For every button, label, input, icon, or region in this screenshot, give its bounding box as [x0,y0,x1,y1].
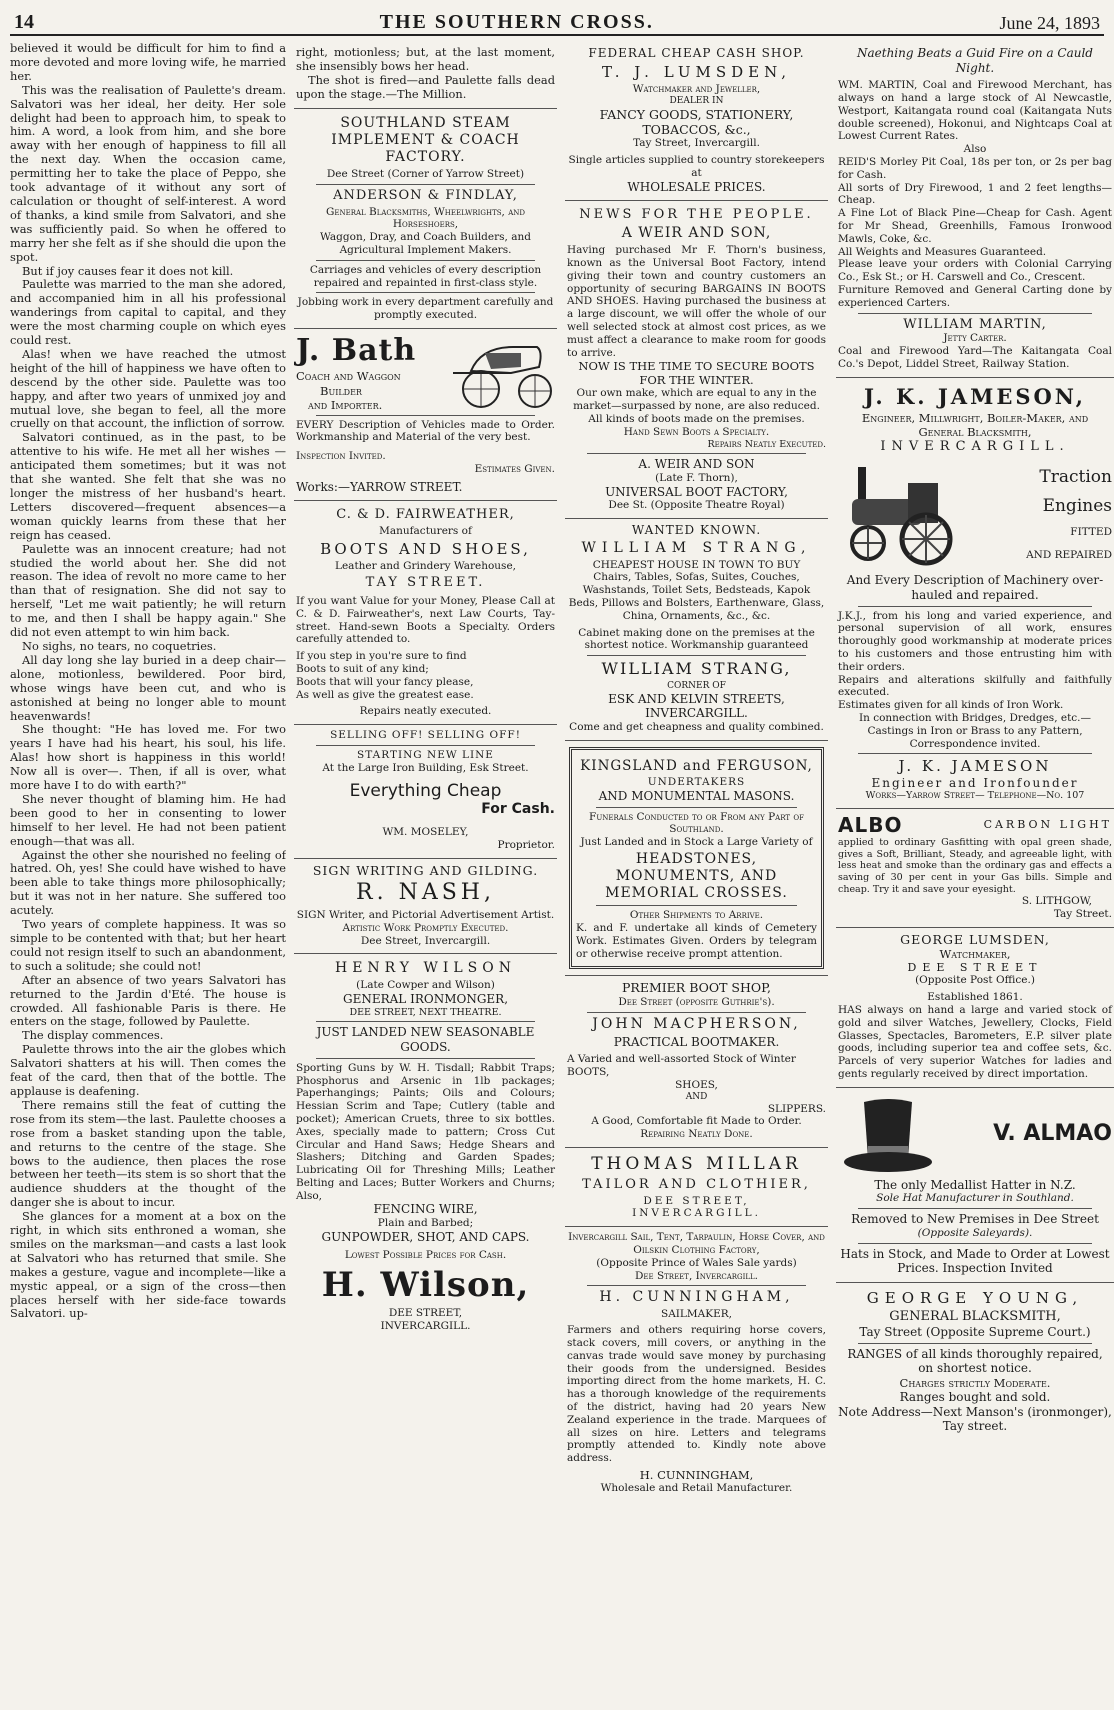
ad-text: Engineer and Ironfounder [871,775,1079,790]
ad-text: (Late F. Thorn), [655,471,738,484]
ad-text: Tay Street (Opposite Supreme Court.) [859,1325,1091,1340]
ad-text: WM. MARTIN, Coal and Firewood Merchant, has always on hand a large stock of Al Newcastle, Westport, Kaitangata round coal (Kaitangata Nuts double screened), Hokonui, and Nightcaps Coal at Lowest Current Rates. [838,79,1112,143]
story-paragraph: believed it would be difficult for him to find a more devoted and more loving wife, he married her. [10,42,286,83]
ad-firm-name: J. K. JAMESON, [864,383,1086,409]
carriage-icon [451,333,555,411]
story-paragraph: This was the realisation of Paulette's dream. Salvatori was her ideal, her deity. Her sole delight had been to approach him, to speak to him. A word, a look from him, and she bore away with her enough of happiness to fill all the next day. When the occasion came, permitting her to take the place of Peppo, she took advantage of it without any sort of calculation or thought of self-interest. A word of thanks, a kind smile from Salvatori, and she was sufficiently paid. So when he offered to marry her she felt as if she should die upon the spot. [10,82,286,264]
ad-george-young [836,1283,1114,1440]
ad-text: INVERCARGILL. [880,439,1070,455]
ad-heading: SIGN WRITING AND GILDING. [312,862,539,878]
ad-text: FENCING WIRE, [373,1202,478,1217]
ad-verse-line: As well as give the greatest ease. [296,688,474,701]
ad-firm-name: HENRY WILSON [334,960,517,977]
ad-firm-name: KINGSLAND and FERGUSON, [580,757,813,774]
ad-text: and Importer. [308,397,383,412]
ad-text: WHOLESALE PRICES. [627,179,766,194]
ad-text: SLIPPERS. [767,1102,826,1115]
ad-text: WM. MOSELEY, [382,826,469,839]
albo-logo: ALBO [838,812,903,837]
story-paragraph: The shot is fired—and Paulette falls dead upon the stage.—The Million. [296,72,555,101]
ad-text: TAY STREET. [365,575,486,591]
ad-text: Just Landed and in Stock a Large Variety of [580,836,813,849]
ad-firm-name: GEORGE LUMSDEN, [900,931,1050,947]
ad-text: Coach and Waggon [296,369,401,384]
ad-v-almao [836,1088,1114,1283]
story-paragraph: All day long she lay buried in a deep chair—alone, motionless, bewildered. Poor bird, whose wings have been cut, and who is astonished at being no longer able to mount heavenwards! [10,652,286,723]
ad-text: GENERAL IRONMONGER, [342,992,509,1007]
ad-text: Watchmaker and Jeweller, [632,82,761,95]
ad-logo-name: H. Wilson, [321,1265,530,1306]
ad-heading: Traction [1039,466,1112,487]
ad-text: STARTING NEW LINE [357,748,494,761]
ad-fairweather [294,501,557,725]
ad-text: SIGN Writer, and Pictorial Advertisement Artist. [296,909,555,921]
ad-text: Works:—YARROW STREET. [296,479,463,494]
ad-text: FANCY GOODS, STATIONERY, TOBACCOS, &c., [599,106,794,137]
ad-firm-name: A WEIR AND SON, [621,225,772,242]
ad-text: Furniture Removed and General Carting done by experienced Carters. [838,284,1112,309]
ad-text: Our own make, which are equal to any in the market—surpassed by none, are also reduced. [573,387,820,413]
story-paragraph: The display commences. [22,1028,164,1043]
ad-text: All kinds of boots made on the premises. [588,412,805,425]
ad-text: Invercargill Sail, Tent, Tarpaulin, Horse Cover, and Oilskin Clothing Factory, [568,1231,825,1256]
ad-text: WILLIAM MARTIN, [903,316,1047,332]
ad-text: Hand Sewn Boots a Specialty. [623,425,770,438]
ad-text: Estimates given for all kinds of Iron Work. [838,699,1064,712]
ad-text: (Opposite Prince of Wales Sale yards) [596,1256,797,1269]
ad-text: Proprietor. [497,839,555,852]
story-paragraph: Two years of complete happiness. It was so simple to be contented with that; but her heart could not resign itself to such an abandonment, to such a solitude; she could not! [10,917,286,973]
ad-text: FITTED [1070,526,1112,539]
ad-text: UNDERTAKERS [647,776,746,789]
ad-text: (Opposite Saleyards). [917,1226,1033,1239]
ad-text: Waggon, Dray, and Coach Builders, and Agricultural Implement Makers. [320,231,531,256]
ad-firm-name: C. & D. FAIRWEATHER, [336,507,515,523]
ad-text: In connection with Bridges, Dredges, etc.—Castings in Iron or Brass to any Pattern, Correspondence invited. [858,711,1092,750]
ad-text: GUNPOWDER, SHOT, AND CAPS. [321,1229,530,1244]
ad-logo-name: V. ALMAO [993,1121,1112,1147]
ad-text: Hats in Stock, and Made to Order at Lowest Prices. Inspection Invited [840,1246,1110,1276]
story-paragraph: Paulette throws into the air the globes which Salvatori shatters at his will. Then comes the feat of the card, then that of the bottle. The applause is deafening. [10,1042,286,1098]
story-paragraph: Paulette was an innocent creature; had not studied the world about her. She did not reason. The idea of revolt no more came to her than that of resignation. She did not say to herself, "Let me wait patiently; he will return to me, and then I shall be happy again." She did not even attempt to win him back. [10,541,286,640]
ad-text: REID'S Morley Pit Coal, 18s per ton, or 2s per bag for Cash. [838,156,1112,181]
ad-william-strang [565,519,828,741]
ad-text: (Late Cowper and Wilson) [356,979,495,992]
ad-text: General Blacksmiths, Wheelwrights, and Horseshoers, [325,205,526,231]
ads-column-3 [565,42,828,1710]
ad-text: SHOES, [675,1078,718,1091]
ad-text: All sorts of Dry Firewood, 1 and 2 feet lengths—Cheap. [838,181,1112,207]
ads-column-4 [836,42,1114,1710]
ad-text: Sole Hat Manufacturer in Southland. [876,1192,1074,1205]
ad-logo-name: J. Bath [296,332,417,368]
ad-text: K. and F. undertake all kinds of Cemetery Work. Estimates Given. Orders by telegram or otherwise receive prompt attention. [576,922,817,960]
ad-address: Dee Street (Corner of Yarrow Street) [326,167,525,180]
traction-engine-icon [838,459,958,569]
ad-t-lumsden [565,42,828,201]
ad-text: Plain and Barbed; [377,1217,474,1230]
ad-text: (Opposite Post Office.) [915,974,1035,987]
ad-text: Sporting Guns by W. H. Tisdall; Rabbit Traps; Phosphorus and Arsenic in 1lb packages; Paperhangings; Paints; Oils and Colours; Hessian Scrim and Tape; Cutlery (table and pocket); American Cruets, three to six bottles. Axes, specially made to pattern; Cross Cut Circular and Hand Saws; Hedge Shears and Slashers; Ditching and Garden Spades; Lubricating Oil for Threshing Mills; Leather Belting and Laces; Butter Workers and Churns; Also, [296,1061,555,1202]
ad-text: Dee St. (Opposite Theatre Royal) [608,499,785,512]
ad-henry-wilson [294,954,557,1338]
ad-text: Works—Yarrow Street— Telephone—No. 107 [865,790,1085,802]
ad-moseley [294,725,557,859]
ad-macpherson [565,975,828,1148]
ad-kingsland-ferguson [565,747,828,970]
ad-text: Jobbing work in every department carefully and promptly executed. [297,296,554,322]
ad-heading: PREMIER BOOT SHOP, [622,980,771,996]
ad-george-lumsden [836,928,1114,1088]
newspaper-title: THE SOUTHERN CROSS. [379,11,654,33]
ad-text: DEE STREET, NEXT THEATRE. [349,1006,502,1018]
ad-text: J.K.J., from his long and varied experience, and personal supervision of all work, ensures thoroughly good workmanship at moderate prices to his customers and those entrusting him with their orders. [838,609,1112,673]
ad-firm-name: ANDERSON & FINDLAY, [333,187,518,203]
ad-text: Jetty Carter. [943,332,1007,345]
ad-text: Single articles supplied to country storekeepers at [568,153,825,179]
ad-heading: HEADSTONES, MONUMENTS, AND MEMORIAL CROSSES. [605,851,788,902]
ad-text: Estimates Given. [474,462,555,475]
page-number: 14 [14,11,34,33]
ad-text: Funerals Conducted to or From any Part of Southland. [589,810,804,836]
ad-firm-name: GEORGE YOUNG, [866,1288,1084,1307]
ad-text: General Blacksmith, [918,425,1032,440]
ad-text: Repairs Neatly Executed. [707,438,826,450]
ad-text: Carriages and vehicles of every description repaired and repainted in first-class style. [309,263,542,289]
ad-firm-name: T. J. LUMSDEN, [601,62,792,81]
ad-heading: Everything Cheap [349,780,502,801]
ad-text: Charges strictly Moderate. [899,1375,1051,1390]
masthead [10,8,1104,36]
story-paragraph: Paulette was married to the man she adored, and accompanied him in all his professional wanderings from capital to capital, and they were the most charming couple on which eyes could rest. [10,277,286,348]
ad-firm-name: H. CUNNINGHAM, [599,1289,794,1306]
ad-southland-implement [294,109,557,329]
ad-text: Engineer, Millwright, Boiler-Maker, and [861,411,1089,426]
story-column [10,42,286,1710]
ad-heading: BOOTS AND SHOES, [320,540,531,558]
ad-text: For Cash. [481,801,555,818]
ad-verse-line: If you step in you're sure to find [296,650,467,663]
ad-text: If you want Value for your Money, Please Call at C. & D. Fairweather's, next Law Courts, Tay-street. Hand-sewn Boots a Specialty. Orders carefully attended to. [296,594,555,646]
ad-heading: JUST LANDED NEW SEASONABLE GOODS. [316,1025,535,1055]
ad-text: Dee Street, Invercargill. [360,934,491,947]
ad-text: H. CUNNINGHAM, [639,1467,754,1482]
ad-r-nash [294,859,557,954]
ad-firm-name: JOHN MACPHERSON, [592,1015,801,1032]
ad-text: Lowest Possible Prices for Cash. [344,1248,507,1261]
ad-thomas-millar [565,1148,828,1227]
ad-text: A Varied and well-assorted Stock of Winter BOOTS, [567,1053,796,1079]
ad-text: Repairs neatly executed. [359,705,492,718]
ad-text: J. K. JAMESON [898,757,1052,776]
ad-text: Watchmaker, [939,946,1011,961]
ad-j-bath [294,329,557,501]
ad-jk-jameson [836,378,1114,809]
ad-text: Removed to New Premises in Dee Street [851,1212,1099,1227]
ad-text: Farmers and others requiring horse covers, stack covers, mill covers, or anything in the canvas trade would save money by purchasing their goods from the undersigned. Besides importing direct from the home markets, H. C. has a thorough knowledge of the requirements of the district, having had 20 years New Zealand experience in the trade. Marquees of all sizes on hire. Letters and telegrams promptly attended to. Kindly note above address. [567,1324,826,1465]
ad-text: At the Large Iron Building, Esk Street. [322,761,529,774]
ad-text: Having purchased Mr F. Thorn's business, known as the Universal Boot Factory, intend giving their town and country customers an opportunity of securing BARGAINS IN BOOTS AND SHOES. Having purchased the business at a large discount, we will offer the whole of our well selected stock at almost cost prices, as we must affect a clearance to make room for goods to arrive. [567,244,826,359]
ad-verse-line: Boots to suit of any kind; [296,662,429,675]
ad-text: A. WEIR AND SON [638,457,755,472]
ad-text: Cabinet making done on the premises at the shortest notice. Workmanship guaranteed [578,626,815,652]
ad-text: A Fine Lot of Black Pine—Cheap for Cash. Agent for Mr Shead, Greenhills, Famous Ironwood Mawls, Coke, &c. [838,207,1112,245]
story-paragraph: right, motionless; but, at the last moment, she insensibly bows her head. [296,45,555,73]
ad-text: AND [685,1091,708,1102]
ad-firm-name: R. NASH, [356,880,495,906]
ad-text: Chairs, Tables, Sofas, Suites, Couches, Washstands, Toilet Sets, Bedsteads, Kapok Beds, Pillows and Bolsters, Earthenware, Glass, China, Ornaments, &c., &c. [568,571,825,622]
ad-text: AND MONUMENTAL MASONS. [598,789,795,804]
ad-text: EVERY Description of Vehicles made to Order. Workmanship and Material of the very best. [296,418,555,444]
ad-weir [565,201,828,519]
story-paragraph: She thought: "He has loved me. For two years I have had his heart, his soul, his life. Alas! how short is happiness in this world! Now all is over—. Then, if all is over, what more have I to do with earth?" [10,722,286,793]
story-paragraph: Alas! when we have reached the utmost height of the hill of happiness we have often to descend by the other side. Paulette was too happy, and after two years of unmixed joy and mutual love, she began to feel, all the more cruelly on that account, the infliction of sorrow. [10,346,286,431]
ad-text: Dee Street (opposite Guthrie's). [618,995,775,1008]
ad-text: And Every Description of Machinery over-hauled and repaired. [846,573,1104,602]
ad-text: AND REPAIRED [1026,549,1112,562]
ad-text: Established 1861. [927,991,1023,1004]
ad-text: S. LITHGOW, [1021,895,1092,908]
ad-text: DEE STREET [907,961,1043,974]
ad-text: Other Shipments to Arrive. [629,909,764,922]
top-hat-icon [838,1092,938,1178]
ad-text: Also [963,143,987,156]
ad-heading: Engines [1042,495,1112,516]
ad-heading: FEDERAL CHEAP CASH SHOP. [588,46,805,60]
ad-text: Come and get cheapness and quality combined. [569,720,824,733]
ad-text: PRACTICAL BOOTMAKER. [613,1034,780,1049]
ad-text: Please leave your orders with Colonial Carrying Co., Esk St.; or H. Carswell and Co., Crescent. [838,258,1112,284]
story-paragraph: Against the other she nourished no feeling of hatred. Oh, yes! She could have wished to have been able to take things more philosophically; but it was not in her nature. She suffered too acutely. [10,847,286,918]
ad-text: WILLIAM STRANG, [601,659,792,679]
story-paragraph: Salvatori continued, as in the past, to be attentive to his wife. He met all her wishes — anticipated them sometimes; but it was not that she wanted. She felt that she was no longer the mistress of her husband's heart. Letters discovered—frequent absences—a woman quickly learns from these that her reign has ceased. [10,430,286,542]
story-continuation [294,42,557,109]
ad-albo [836,809,1114,928]
ad-text: UNIVERSAL BOOT FACTORY, [605,484,788,499]
ads-column-2 [294,42,557,1710]
ad-text: INVERCARGILL. [632,1207,761,1220]
ad-text: A Good, Comfortable fit Made to Order. [591,1115,802,1128]
ad-text: Manufacturers of [379,525,472,538]
ad-heading: CARBON LIGHT [983,818,1112,832]
ad-text: DEE STREET, [388,1306,463,1319]
ad-cunningham [565,1227,828,1501]
ad-text: Wholesale and Retail Manufacturer. [600,1482,793,1494]
ad-text: Tay Street. [1053,907,1112,920]
ad-text: ESK AND KELVIN STREETS, INVERCARGILL. [608,691,785,721]
ad-text: DEALER IN [669,95,724,106]
ad-text: Repairing Neatly Done. [640,1128,753,1141]
ad-text: Repairs and alterations skilfully and faithfully executed. [838,673,1112,699]
ad-heading: Naething Beats a Guid Fire on a Cauld Night. [857,46,1093,75]
ad-text: All Weights and Measures Guaranteed. [838,245,1047,258]
ad-text: RANGES of all kinds thoroughly repaired, on shortest notice. [847,1346,1103,1376]
ad-text: Leather and Grindery Warehouse, [335,560,516,573]
ad-firm-name: WILLIAM STRANG, [581,539,812,556]
ad-text: DEE STREET, [643,1194,750,1207]
ad-text: CORNER OF [667,680,726,691]
ad-text: Note Address—Next Manson's (ironmonger), Tay street. [838,1404,1112,1434]
ad-text: CHEAPEST HOUSE IN TOWN TO BUY [592,558,801,571]
ad-text: Inspection Invited. [296,450,386,463]
story-paragraph: There remains still the feat of cutting the rose from its stem—the last. Paulette chooses a rose from a basket standing upon the table, and returns to the centre of the stage. She bows to the audience, then places the rose between her teeth—its stem is so short that the audience shudders at the thought of the danger she is about to incur. [10,1097,286,1210]
story-paragraph: She never thought of blaming him. He had been good to her in consenting to lower himself to her level. He had not been patient enough—that was all. [10,791,286,848]
ad-heading: NEWS FOR THE PEOPLE. [579,207,814,223]
ad-text: Artistic Work Promptly Executed. [342,921,509,934]
ad-text: GENERAL BLACKSMITH, [889,1309,1061,1325]
ad-text: HAS always on hand a large and varied stock of gold and silver Watches, Jewellery, Clocks, Field Glasses, Spectacles, Barometers, E.P. silver plate goods, including superior tea and coffee sets, &c. Parcels of very superior Watches for ladies and gents regularly received by direct importation. [838,1004,1112,1080]
ad-text: INVERCARGILL. [380,1319,471,1332]
ad-heading: WANTED KNOWN. [631,522,762,537]
story-paragraph: After an absence of two years Salvatori has returned to the Jardin d'Eté. The house is crowded. All fashionable Paris is there. He enters on the stage, followed by Paulette. [10,972,286,1029]
ad-text: TAILOR AND CLOTHIER, [582,1176,811,1192]
ad-text: The only Medallist Hatter in N.Z. [874,1177,1076,1192]
ad-text: NOW IS THE TIME TO SECURE BOOTS FOR THE WINTER. [578,359,815,388]
ad-heading: SELLING OFF! SELLING OFF! [330,729,521,742]
story-paragraph: No sighs, no tears, no coquetries. [22,638,217,653]
ad-text: Builder [320,383,362,398]
ad-text: applied to ordinary Gasfitting with opal green shade, gives a Soft, Brilliant, Steady, and agreeable light, with less heat and smoke than the ordinary gas and effects a saving of 30 per cent in your Gas bills. Simple and cheap. Try it and save your eyesight. [838,837,1112,895]
ad-william-martin [836,42,1114,378]
issue-date: June 24, 1893 [999,13,1100,33]
ad-text: Ranges bought and sold. [899,1389,1051,1404]
ad-text: Coal and Firewood Yard—The Kaitangata Coal Co.'s Depot, Liddel Street, Railway Station. [838,345,1112,371]
ad-firm-name: THOMAS MILLAR [591,1153,802,1174]
story-paragraph: But if joy causes fear it does not kill. [22,263,234,278]
ad-text: SAILMAKER, [661,1308,732,1321]
ad-text: Tay Street, Invercargill. [633,137,760,150]
ad-heading: SOUTHLAND STEAM IMPLEMENT & COACH FACTORY. [331,114,520,165]
ad-verse-line: Boots that will your fancy please, [296,675,474,688]
ad-text: Dee Street, Invercargill. [634,1269,759,1282]
story-paragraph: She glances for a moment at a box on the right, in which sits enthroned a woman, she smiles on the marksman—and casts a last look at Salvatori who has returned that smile. She makes a gesture, vague and incomplete—like a mystic appeal, or a sign of the cross—then places herself with her side-face towards Salvatori. up- [10,1209,286,1321]
